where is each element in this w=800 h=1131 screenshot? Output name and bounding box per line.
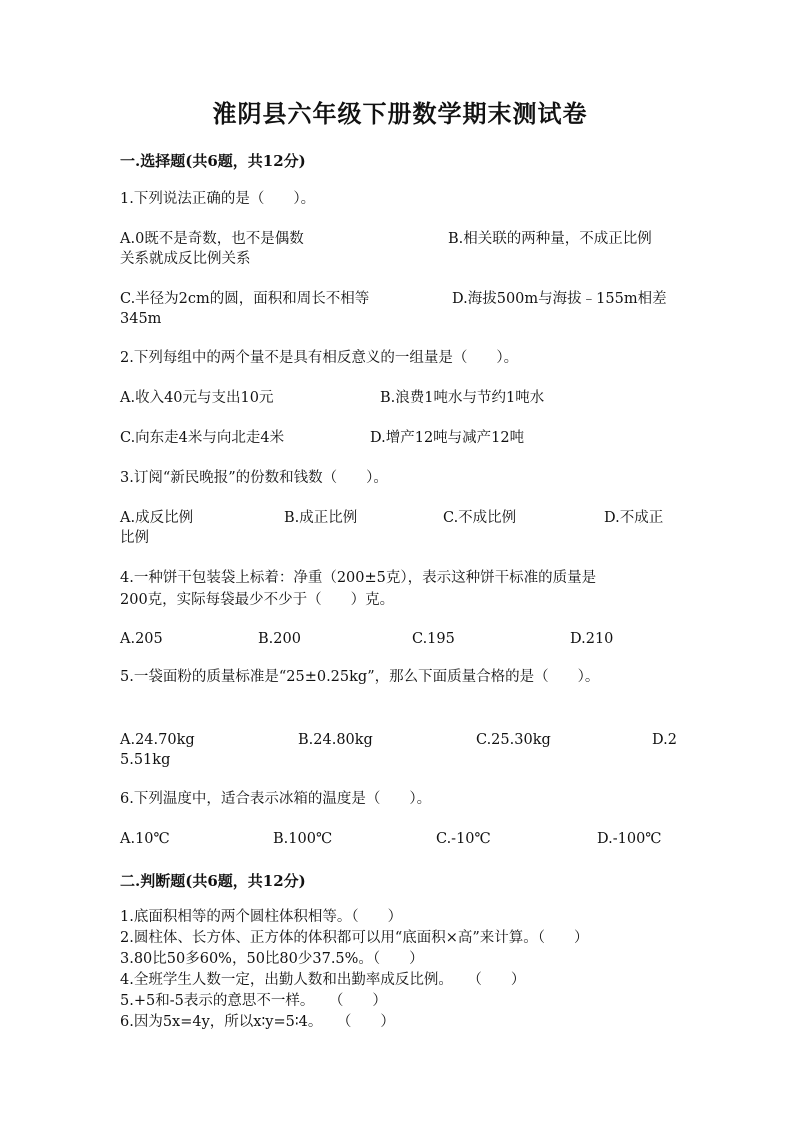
q5-option-c: C.25.30kg bbox=[476, 732, 551, 748]
q2-option-c: C.向东走4米与向北走4米 bbox=[120, 430, 285, 446]
q5-option-d-cont: 5.51kg bbox=[120, 752, 171, 768]
q3-option-d: D.不成正 bbox=[604, 510, 664, 526]
section-judge-heading: 二.判断题(共6题，共12分) bbox=[120, 872, 306, 890]
q3-option-d-cont: 比例 bbox=[120, 530, 149, 546]
q5-option-b: B.24.80kg bbox=[298, 732, 373, 748]
q6-option-d: D.-100℃ bbox=[597, 831, 662, 847]
q2-option-a: A.收入40元与支出10元 bbox=[120, 390, 274, 406]
q5-option-a: A.24.70kg bbox=[120, 732, 195, 748]
q4-option-d: D.210 bbox=[570, 631, 614, 647]
judge-item-6: 6.因为5x=4y，所以x∶y=5∶4。 （ ） bbox=[120, 1014, 395, 1030]
question-5-stem: 5.一袋面粉的质量标准是“25±0.25kg”，那么下面质量合格的是（ ）。 bbox=[120, 669, 600, 685]
q6-option-b: B.100℃ bbox=[273, 831, 333, 847]
question-4-stem-cont: 200克，实际每袋最少不少于（ ）克。 bbox=[120, 592, 395, 608]
q4-option-a: A.205 bbox=[120, 631, 163, 647]
q4-option-b: B.200 bbox=[258, 631, 301, 647]
q1-option-d-cont: 345m bbox=[120, 311, 162, 327]
judge-item-2: 2.圆柱体、长方体、正方体的体积都可以用“底面积×高”来计算。（ ） bbox=[120, 930, 589, 946]
q1-option-d: D.海拔500m与海拔﹣155m相差 bbox=[452, 291, 667, 307]
q4-option-c: C.195 bbox=[412, 631, 455, 647]
question-4-stem: 4.一种饼干包装袋上标着：净重（200±5克），表示这种饼干标准的质量是 bbox=[120, 570, 597, 586]
q6-option-a: A.10℃ bbox=[120, 831, 170, 847]
question-6-stem: 6.下列温度中，适合表示冰箱的温度是（ ）。 bbox=[120, 791, 432, 807]
judge-item-5: 5.+5和-5表示的意思不一样。 （ ） bbox=[120, 993, 387, 1009]
q1-option-a: A.0既不是奇数，也不是偶数 bbox=[120, 231, 304, 247]
question-3-stem: 3.订阅“新民晚报”的份数和钱数（ ）。 bbox=[120, 470, 388, 486]
judge-item-1: 1.底面积相等的两个圆柱体积相等。（ ） bbox=[120, 909, 403, 925]
question-1-stem: 1.下列说法正确的是（ ）。 bbox=[120, 191, 316, 207]
q6-option-c: C.-10℃ bbox=[436, 831, 491, 847]
judge-item-4: 4.全班学生人数一定，出勤人数和出勤率成反比例。 （ ） bbox=[120, 972, 526, 988]
q2-option-d: D.增产12吨与减产12吨 bbox=[370, 430, 525, 446]
q3-option-c: C.不成比例 bbox=[443, 510, 517, 526]
q1-option-b-cont: 关系就成反比例关系 bbox=[120, 251, 251, 267]
judge-item-3: 3.80比50多60%，50比80少37.5%。（ ） bbox=[120, 951, 424, 967]
q1-option-b: B.相关联的两种量，不成正比例 bbox=[448, 231, 652, 247]
page-title: 淮阴县六年级下册数学期末测试卷 bbox=[212, 99, 588, 128]
q3-option-a: A.成反比例 bbox=[120, 510, 194, 526]
question-2-stem: 2.下列每组中的两个量不是具有相反意义的一组量是（ ）。 bbox=[120, 350, 519, 366]
q3-option-b: B.成正比例 bbox=[284, 510, 358, 526]
section-choice-heading: 一.选择题(共6题，共12分) bbox=[120, 152, 306, 170]
q5-option-d: D.2 bbox=[652, 732, 677, 748]
q1-option-c: C.半径为2cm的圆，面积和周长不相等 bbox=[120, 291, 370, 307]
q2-option-b: B.浪费1吨水与节约1吨水 bbox=[380, 390, 545, 406]
